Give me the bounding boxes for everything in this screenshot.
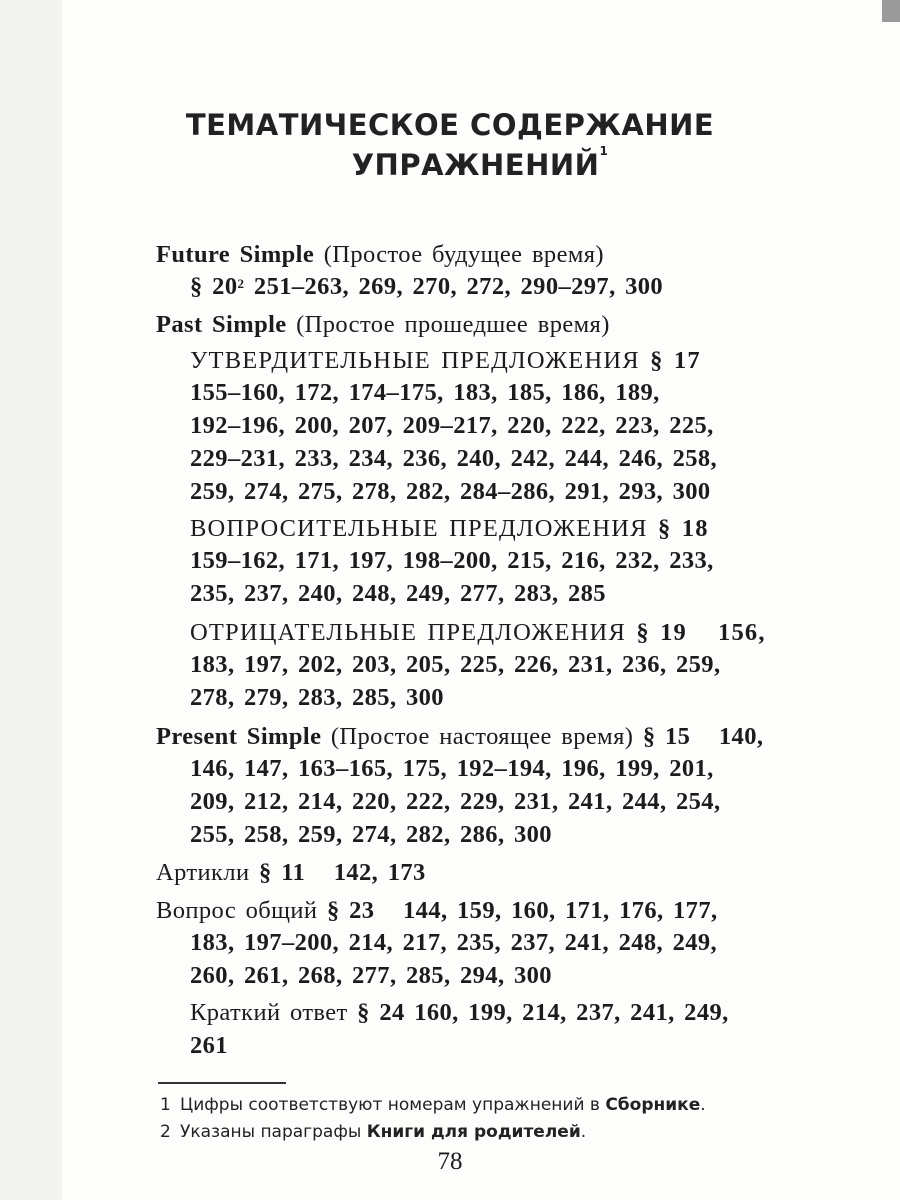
articles-numbers: 142, 173 (333, 859, 426, 886)
short-answer-paragraph: § 24 (357, 999, 405, 1026)
past-affirmative-heading (190, 346, 701, 376)
page-title-line-1 (0, 108, 900, 142)
present-first-number: 140, (718, 723, 764, 750)
short-answer-term: Краткий ответ (190, 999, 348, 1026)
scan-corner-mark (882, 0, 900, 22)
footnote-1-number: 1 (160, 1095, 171, 1115)
past-simple-heading (156, 310, 610, 340)
footnote-1-text: Цифры соответствуют номерам упражнений в (180, 1095, 606, 1115)
footnote-rule (158, 1082, 286, 1084)
footnote-1-end: . (700, 1095, 706, 1115)
present-term: Present Simple (156, 723, 322, 750)
past-question-label: ВОПРОСИТЕЛЬНЫЕ ПРЕДЛОЖЕНИЯ (190, 515, 648, 542)
past-affirmative-label: УТВЕРДИТЕЛЬНЫЕ ПРЕДЛОЖЕНИЯ (190, 347, 640, 374)
future-term: Future Simple (156, 241, 315, 268)
future-para-footnote: 2 (237, 276, 245, 291)
footnote-2-number: 2 (160, 1122, 171, 1142)
general-question-numbers-2: 260, 261, 268, 277, 285, 294, 300 (190, 962, 552, 989)
past-question-paragraph: § 18 (658, 515, 709, 542)
articles-entry (156, 858, 426, 888)
general-question-paragraph: § 23 (326, 897, 375, 924)
past-desc: (Простое прошедшее время) (296, 311, 610, 338)
short-answer-heading (190, 998, 729, 1028)
general-question-heading (156, 896, 718, 926)
past-question-heading (190, 514, 709, 544)
past-negative-numbers-2: 278, 279, 283, 285, 300 (190, 684, 444, 711)
past-negative-numbers-1: 183, 197, 202, 203, 205, 225, 226, 231, 236, 259, (190, 651, 721, 678)
footnote-2-bold: Книги для родителей (366, 1122, 581, 1142)
future-desc: (Простое будущее время) (323, 241, 604, 268)
past-negative-paragraph: § 19 (636, 619, 688, 646)
present-numbers-1: 146, 147, 163–165, 175, 192–194, 196, 199, 201, (190, 755, 714, 782)
past-affirmative-numbers-2: 192–196, 200, 207, 209–217, 220, 222, 223, 225, (190, 412, 714, 439)
articles-term: Артикли (156, 859, 250, 886)
title-text-2: УПРАЖНЕНИЙ (351, 148, 600, 182)
page-title-line-2 (60, 144, 900, 182)
present-numbers-2: 209, 212, 214, 220, 222, 229, 231, 241, 244, 254, (190, 788, 721, 815)
past-affirmative-paragraph: § 17 (650, 347, 701, 374)
past-affirmative-numbers-4: 259, 274, 275, 278, 282, 284–286, 291, 293, 300 (190, 478, 711, 505)
past-question-numbers-1: 159–162, 171, 197, 198–200, 215, 216, 232, 233, (190, 547, 714, 574)
title-footnote-marker: 1 (599, 144, 609, 158)
past-negative-heading (190, 618, 766, 648)
future-exercise-list: 251–263, 269, 270, 272, 290–297, 300 (253, 273, 664, 300)
short-answer-numbers-1: 261 (190, 1032, 228, 1059)
past-affirmative-numbers-3: 229–231, 233, 234, 236, 240, 242, 244, 246, 258, (190, 445, 718, 472)
present-paragraph: § 15 (642, 723, 691, 750)
page-margin-strip (0, 0, 62, 1200)
present-desc: (Простое настоящее время) (330, 723, 634, 750)
title-text-1: ТЕМАТИЧЕСКОЕ СОДЕРЖАНИЕ (185, 108, 715, 142)
past-question-numbers-2: 235, 237, 240, 248, 249, 277, 283, 285 (190, 580, 606, 607)
footnote-2-end: . (580, 1122, 587, 1142)
future-paragraph: § 20 (190, 273, 238, 300)
past-affirmative-numbers-1: 155–160, 172, 174–175, 183, 185, 186, 189, (190, 379, 660, 406)
general-question-term: Вопрос общий (156, 897, 318, 924)
articles-paragraph: § 11 (259, 859, 306, 886)
general-question-numbers-1: 183, 197–200, 214, 217, 235, 237, 241, 248, 249, (190, 929, 718, 956)
footnote-2 (160, 1121, 586, 1143)
footnote-1 (160, 1094, 706, 1116)
future-simple-numbers (190, 272, 663, 302)
past-term: Past Simple (156, 311, 287, 338)
footnote-2-text: Указаны параграфы (180, 1122, 367, 1142)
short-answer-first-numbers: 160, 199, 214, 237, 241, 249, (414, 999, 729, 1026)
general-question-first-numbers: 144, 159, 160, 171, 176, 177, (403, 897, 718, 924)
present-simple-heading (156, 722, 763, 752)
past-negative-first-number: 156, (718, 619, 766, 646)
future-simple-heading (156, 240, 604, 270)
page-number: 78 (437, 1148, 463, 1175)
present-numbers-3: 255, 258, 259, 274, 282, 286, 300 (190, 821, 552, 848)
past-negative-label: ОТРИЦАТЕЛЬНЫЕ ПРЕДЛОЖЕНИЯ (190, 619, 626, 646)
footnote-1-bold: Сборнике (605, 1095, 701, 1115)
